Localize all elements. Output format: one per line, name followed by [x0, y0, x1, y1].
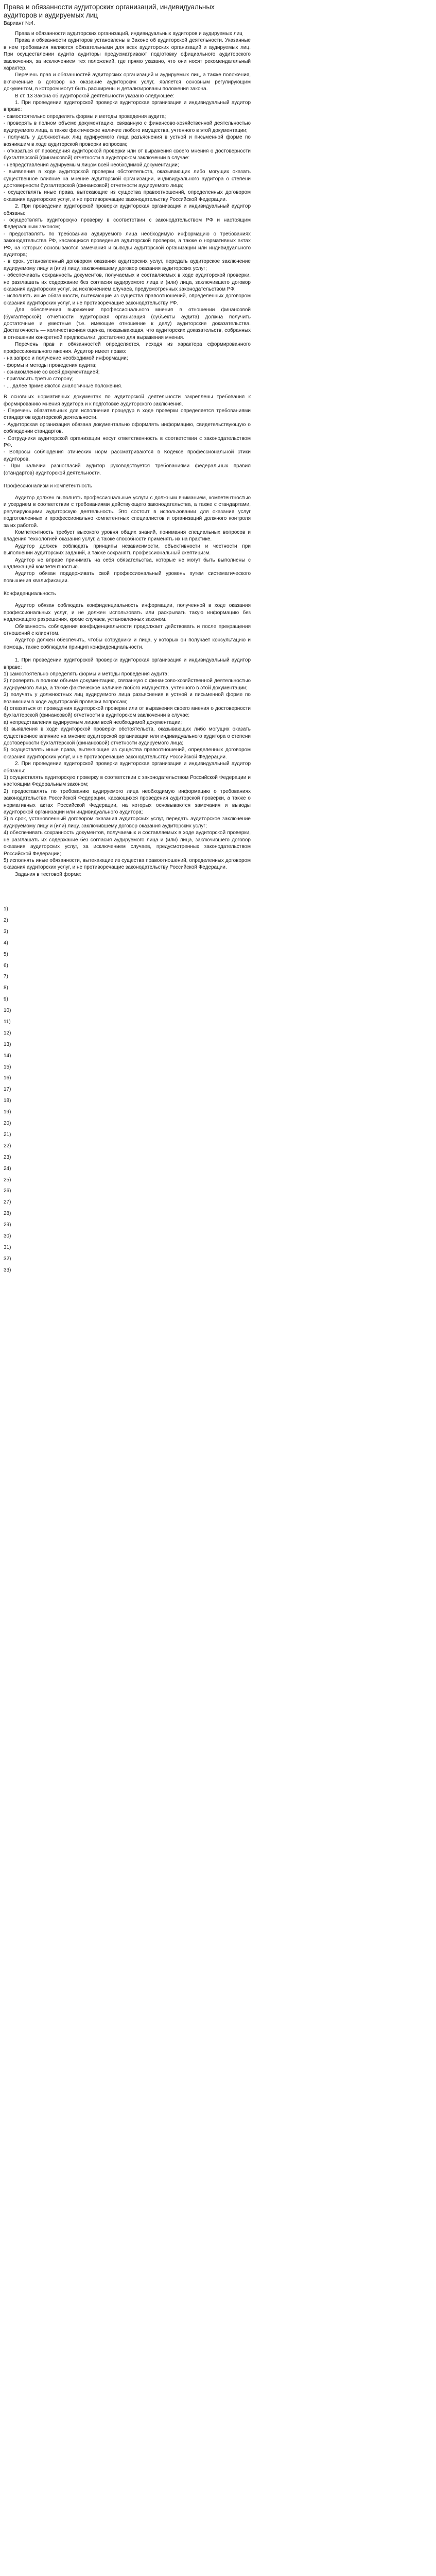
answer-line: 31) [4, 1244, 11, 1250]
list-item: 5) осуществлять иные права, вытекающие из существа правоотношений, определенных договором оказания аудиторских услуг, и не противоречащие законодательству Российской Федерации. [4, 747, 251, 760]
paragraph: Права и обязанности аудиторов установлены в Законе об аудиторской деятельности. Указанные в нем требования являются обязательными для всех аудиторских организаций и аудируемых лиц. При осуществлении аудита аудиторы предусматривают подготовку официального аудиторского заключения, за исключением тех положений, где прямо указано, что они носят рекомендательный характер. [4, 38, 251, 72]
paragraph: - ознакомление со всей документацией; [4, 369, 100, 375]
subhead-confidentiality: Конфиденциальность [4, 591, 56, 597]
paragraph: 1. При проведении аудиторской проверки аудиторская организация и индивидуальный аудитор вправе: [4, 100, 251, 113]
list-item: 1) самостоятельно определять формы и методы проведения аудита; [4, 671, 169, 677]
standards-intro: В основных нормативных документах по аудиторской деятельности закреплены требования к формированию мнения аудитора и к подготовке аудиторского заключения. [4, 394, 251, 407]
list-item: 3) получать у должностных лиц аудируемого лица разъяснения в устной и письменной форме по возникшим в ходе аудиторской проверки вопросам; [4, 692, 251, 705]
list-item: 4) обеспечивать сохранность документов, получаемых и составляемых в ходе аудиторской проверки, не разглашать их содержание без согласия аудируемого лица и (или) лица, заключившего договор оказания аудиторских услуг, за исключением случаев, предусмотренных законодательством Российской Федерации; [4, 830, 251, 857]
answer-line: 23) [4, 1154, 11, 1160]
answer-line: 29) [4, 1222, 11, 1228]
answer-line: 28) [4, 1211, 11, 1217]
paragraph: - пригласить третью сторону; [4, 376, 74, 382]
section-professionalism [4, 495, 251, 584]
paragraph: Права и обязанности аудиторских организаций, индивидуальных аудиторов и аудируемых лиц [15, 31, 242, 37]
paragraph: - осуществлять аудиторскую проверку в соответствии с законодательством РФ и настоящим Федеральным законом; [4, 217, 251, 230]
list-item: 4) отказаться от проведения аудиторской проверки или от выражения своего мнения о достоверности бухгалтерской (финансовой) отчетности в аудиторском заключении в случае: [4, 705, 251, 719]
answer-line: 20) [4, 1121, 11, 1127]
list-item: 2) предоставлять по требованию аудируемого лица необходимую информацию о требованиях законодательства Российской Федерации, касающихся проведения аудиторской проверки, а также о нормативных актах Российской Федерации, на которых основываются замечания и выводы аудиторской организации или индивидуального аудитора; [4, 788, 251, 816]
answer-line: 18) [4, 1098, 11, 1104]
paragraph: Для обеспечения выражения профессионального мнения в отношении финансовой (бухгалтерской) отчетности аудиторская организация (субъекты аудита) должна получить достаточные и уместные (т.е. имеющие отношение к делу) аудиторские доказательства. Достаточность — количественная оценка, показывающая, что аудиторских доказательств, собранных в отношении конкретной предпосылки, достаточно для выражения мнения. [4, 307, 251, 341]
paragraph: 2. При проведении аудиторской проверки аудиторская организация и индивидуальный аудитор обязаны: [4, 204, 251, 216]
paragraph: Перечень прав и обязанностей аудиторских организаций и аудируемых лиц, а также положения, включенные в договор на оказание аудиторских услуг, является основным регулирующим документом, в котором могут быть расширены и детализированы положения закона. [4, 72, 251, 92]
list-item: 1. При проведении аудиторской проверки аудиторская организация и индивидуальный аудитор вправе: [4, 657, 251, 670]
list-item: 2. При проведении аудиторской проверки аудиторская организация и индивидуальный аудитор обязаны: [4, 761, 251, 774]
paragraph: - в срок, установленный договором оказания аудиторских услуг, передать аудиторское заключение аудируемому лицу и (или) лицу, заключившему договор оказания аудиторских услуг; [4, 259, 251, 272]
paragraph: - исполнять иные обязанности, вытекающие из существа правоотношений, определенных договором оказания аудиторских услуг, и не противоречащие законодательству РФ. [4, 293, 251, 306]
paragraph: - Перечень обязательных для исполнения процедур в ходе проверки определяется требованиями стандартов аудиторской деятельности. [4, 408, 251, 421]
answer-line: 10) [4, 1008, 11, 1014]
list-item: Задания в тестовой форме: [15, 871, 82, 877]
answer-line: 8) [4, 985, 8, 991]
answer-line: 30) [4, 1233, 11, 1239]
answer-line: 33) [4, 1267, 11, 1273]
answer-line: 24) [4, 1165, 11, 1172]
paragraph: - выявления в ходе аудиторской проверки обстоятельств, оказывающих либо могущих оказать существенное влияние на мнение аудиторской организации, индивидуального аудитора о степени достоверности бухгалтерской (финансовой) отчетности аудируемого лица; [4, 169, 251, 189]
answer-line: 13) [4, 1041, 11, 1047]
answer-line: 26) [4, 1188, 11, 1194]
document-page [0, 0, 436, 1276]
section-confidentiality [4, 602, 251, 651]
answer-line: 2) [4, 918, 8, 924]
paragraph: Аудитор обязан поддерживать свой профессиональный уровень путем систематического повышения квалификации. [4, 571, 251, 584]
paragraph: Аудитор должен обеспечить, чтобы сотрудники и лица, у которых он получает консультацию и помощь, также соблюдали принцип конфиденциальности. [4, 637, 251, 650]
list-item: а) непредставления аудируемым лицом всей необходимой документации; [4, 719, 182, 725]
answer-line: 5) [4, 951, 8, 957]
section-standards [4, 394, 251, 477]
paragraph: - Аудиторская организация обязана документально оформлять информацию, свидетельствующую о соблюдении стандартов. [4, 421, 251, 435]
answer-line: 7) [4, 974, 8, 980]
list-item: 5) исполнять иные обязанности, вытекающие из существа правоотношений, определенных договором оказания аудиторских услуг, и не противоречащие законодательству Российской Федерации. [4, 857, 251, 871]
answer-line: 22) [4, 1143, 11, 1149]
paragraph: - При наличии разногласий аудитор руководствуется требованиями федеральных правил (стандартов) аудиторской деятельности. [4, 463, 251, 476]
paragraph: - осуществлять иные права, вытекающие из существа правоотношений, определенных договором оказания аудиторских услуг, и не противоречащие законодательству Российской Федерации. [4, 190, 251, 202]
document-title: Права и обязанности аудиторских организаций, индивидуальных аудиторов и аудируемых лиц [4, 3, 215, 19]
list-item: б) выявления в ходе аудиторской проверки обстоятельств, оказывающих либо могущих оказать существенное влияние на мнение аудиторской организации или индивидуального аудитора о степени достоверности бухгалтерской (финансовой) отчетности аудируемого лица; [4, 726, 251, 746]
paragraph: - Вопросы соблюдения этических норм рассматриваются в Кодексе профессиональной этики аудиторов. [4, 449, 251, 462]
answer-line: 9) [4, 996, 8, 1003]
paragraph: В ст. 13 Закона об аудиторской деятельности указано следующее: [15, 93, 175, 99]
answer-line: 11) [4, 1019, 11, 1025]
paragraph: - получать у должностных лиц аудируемого лица разъяснения в устной и письменной форме по возникшим в ходе аудиторской проверки вопросам; [4, 134, 251, 147]
answer-line: 12) [4, 1030, 11, 1036]
answer-line: 21) [4, 1131, 11, 1138]
answer-line: 6) [4, 962, 8, 969]
list-item: 3) в срок, установленный договором оказания аудиторских услуг, передать аудиторское заключение аудируемому лицу и (или) лицу, заключившему договор оказания аудиторских услуг; [4, 816, 251, 829]
paragraph: - предоставлять по требованию аудируемого лица необходимую информацию о требованиях законодательства РФ, касающихся проведения аудиторской проверки, а также о нормативных актах РФ, на которых основываются замечания и выводы аудиторской организации или индивидуального аудитора; [4, 231, 251, 258]
paragraph: Аудитор должен соблюдать принципы независимости, объективности и честности при выполнении аудиторских заданий, а также сохранять профессиональный скептицизм. [4, 543, 251, 556]
list-item: 2) проверять в полном объеме документацию, связанную с финансово-хозяйственной деятельностью аудируемого лица, а также фактическое наличие любого имущества, учтенного в этой документации; [4, 678, 251, 691]
subhead-professionalism: Профессионализм и компетентность [4, 483, 92, 489]
paragraph: - отказаться от проведения аудиторской проверки или от выражения своего мнения о достоверности бухгалтерской (финансовой) отчетности в аудиторском заключении в случае: [4, 148, 251, 161]
answer-line: 16) [4, 1075, 11, 1081]
answer-line: 1) [4, 906, 8, 912]
paragraph: - формы и методы проведения аудита; [4, 362, 97, 368]
paragraph: - на запрос и получение необходимой информации; [4, 355, 128, 362]
answer-line: 25) [4, 1177, 11, 1183]
answer-line: 27) [4, 1199, 11, 1206]
paragraph: Перечень прав и обязанностей определяется, исходя из характера сформированного профессионального мнения. Аудитор имеет право: [4, 342, 251, 354]
answer-line: 17) [4, 1087, 11, 1093]
answer-line: 4) [4, 940, 8, 946]
answer-line: 15) [4, 1064, 11, 1070]
paragraph: Компетентность требует высокого уровня общих знаний, понимания специальных вопросов и владения технологией оказания услуг, а также способности применять их на практике. [4, 530, 251, 543]
answer-line: 3) [4, 928, 8, 935]
paragraph: - проверять в полном объеме документацию, связанную с финансово-хозяйственной деятельностью аудируемого лица, а также фактическое наличие любого имущества, учтенного в этой документации; [4, 121, 251, 133]
paragraph: - ... далее применяются аналогичные положения. [4, 383, 123, 389]
answer-line: 19) [4, 1109, 11, 1115]
paragraph: - обеспечивать сохранность документов, получаемых и составляемых в ходе аудиторской проверки, не разглашать их содержание без согласия аудируемого лица и (или) лица, заключившего договор оказания аудиторских услуг, за исключением случаев, предусмотренных законодательством РФ; [4, 273, 251, 293]
paragraph: Обязанность соблюдения конфиденциальности продолжает действовать и после прекращения отношений с клиентом. [4, 623, 251, 636]
paragraph: - самостоятельно определять формы и методы проведения аудита; [4, 113, 166, 120]
paragraph: Аудитор должен выполнять профессиональные услуги с должным вниманием, компетентностью и усердием в соответствии с требованиями действующего законодательства, а также с стандартами, регулирующими аудиторскую деятельность. Это состоит в использовании для оказания услуг подготовленных и профессионально компетентных специалистов и организаций должного контроля за их работой. [4, 495, 251, 529]
answer-line: 32) [4, 1256, 11, 1262]
list-item: 1) осуществлять аудиторскую проверку в соответствии с законодательством Российской Федерации и настоящим Федеральным законом; [4, 775, 251, 788]
paragraph: - непредставления аудируемым лицом всей необходимой документации; [4, 162, 179, 168]
answers-list [4, 904, 431, 1276]
variant-label: Вариант №4. [4, 21, 35, 26]
paragraph: Аудитор обязан соблюдать конфиденциальность информации, полученной в ходе оказания профессиональных услуг, и не должен использовать или раскрывать такую информацию без надлежащего разрешения, кроме случаев, установленных законом. [4, 603, 251, 623]
section-rights-duties [4, 30, 251, 389]
answer-line: 14) [4, 1053, 11, 1059]
paragraph: Аудитор не вправе принимать на себя обязательства, которые не могут быть выполнены с надлежащей компетентностью. [4, 557, 251, 570]
section-law-list [4, 657, 251, 878]
paragraph: - Сотрудники аудиторской организации несут ответственность в соответствии с законодательством РФ. [4, 435, 251, 448]
